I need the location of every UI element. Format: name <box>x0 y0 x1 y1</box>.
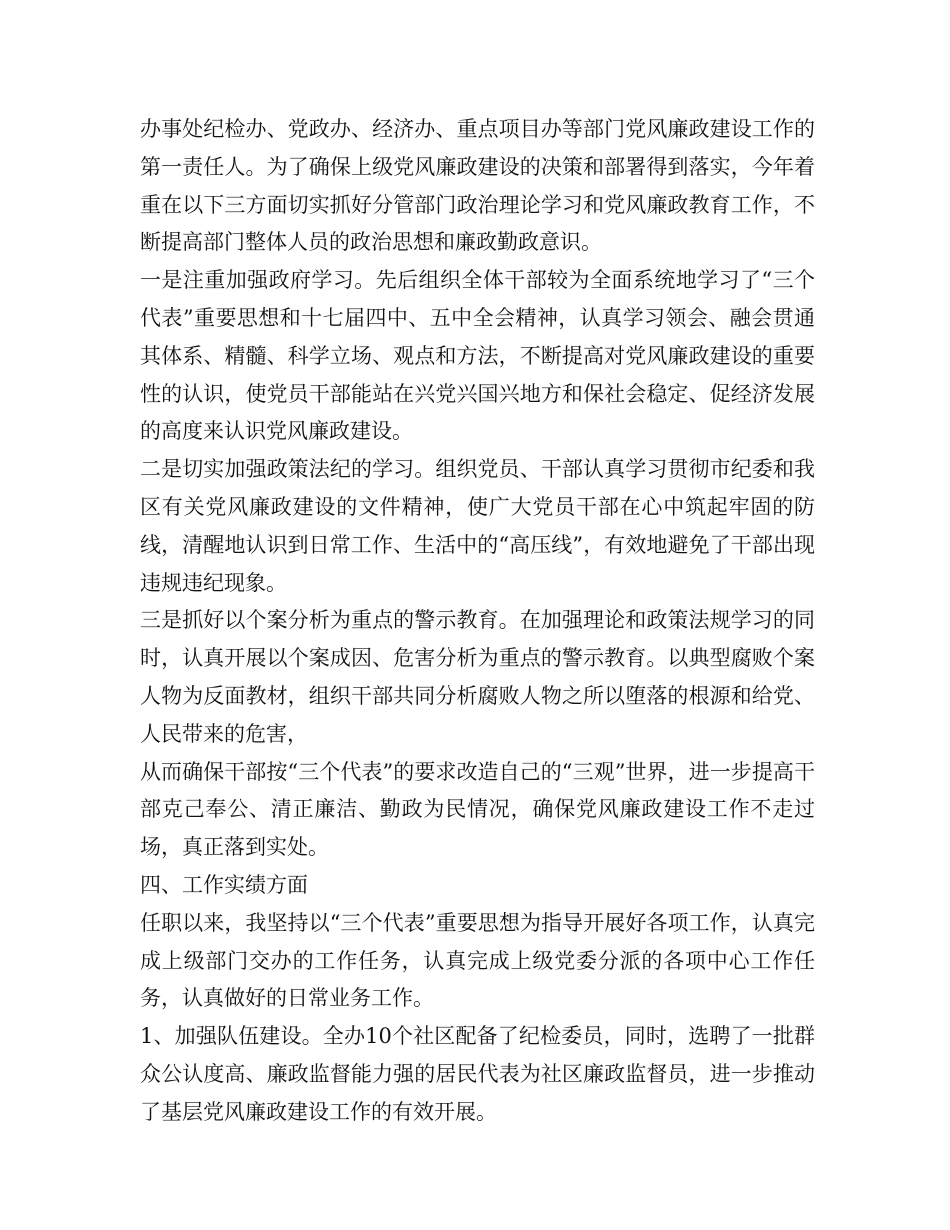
paragraph-warning-education: 三是抓好以个案分析为重点的警示教育。在加强理论和政策法规学习的同时，认真开展以个案成因、危害分析为重点的警示教育。以典型腐败个案人物为反面教材，组织干部共同分析腐败人物之所以堕落的根源和给党、人民带来的危害， <box>140 608 815 746</box>
document-page <box>140 111 815 1132</box>
paragraph-work-summary: 任职以来，我坚持以“三个代表”重要思想为指导开展好各项工作，认真完成上级部门交办的工作任务，认真完成上级党委分派的各项中心工作任务，认真做好的日常业务工作。 <box>140 910 815 1011</box>
paragraph-duty-intro: 办事处纪检办、党政办、经济办、重点项目办等部门党风廉政建设工作的第一责任人。为了确保上级党风廉政建设的决策和部署得到落实，今年着重在以下三方面切实抓好分管部门政治理论学习和党风廉政教育工作，不断提高部门整体人员的政治思想和廉政勤政意识。 <box>140 117 815 255</box>
paragraph-team-building: 1、加强队伍建设。全办10个社区配备了纪检委员，同时，选聘了一批群众公认度高、廉政监督能力强的居民代表为社区廉政监督员，进一步推动了基层党风廉政建设工作的有效开展。 <box>140 1024 815 1124</box>
paragraph-policy-study: 二是切实加强政策法纪的学习。组织党员、干部认真学习贯彻市纪委和我区有关党风廉政建设的文件精神，使广大党员干部在心中筑起牢固的防线，清醒地认识到日常工作、生活中的“高压线”，有效地避免了干部出现违规违纪现象。 <box>140 457 815 595</box>
paragraph-government-study: 一是注重加强政府学习。先后组织全体干部较为全面系统地学习了“三个代表”重要思想和十七届四中、五中全会精神，认真学习领会、融会贯通其体系、精髓、科学立场、观点和方法，不断提高对党风廉政建设的重要性的认识，使党员干部能站在兴党兴国兴地方和保社会稳定、促经济发展的高度来认识党风廉政建设。 <box>140 268 815 444</box>
paragraph-three-views: 从而确保干部按“三个代表”的要求改造自己的“三观”世界，进一步提高干部克己奉公、清正廉洁、勤政为民情况，确保党风廉政建设工作不走过场，真正落到实处。 <box>140 759 815 860</box>
section-heading-work-performance: 四、工作实绩方面 <box>140 872 308 897</box>
